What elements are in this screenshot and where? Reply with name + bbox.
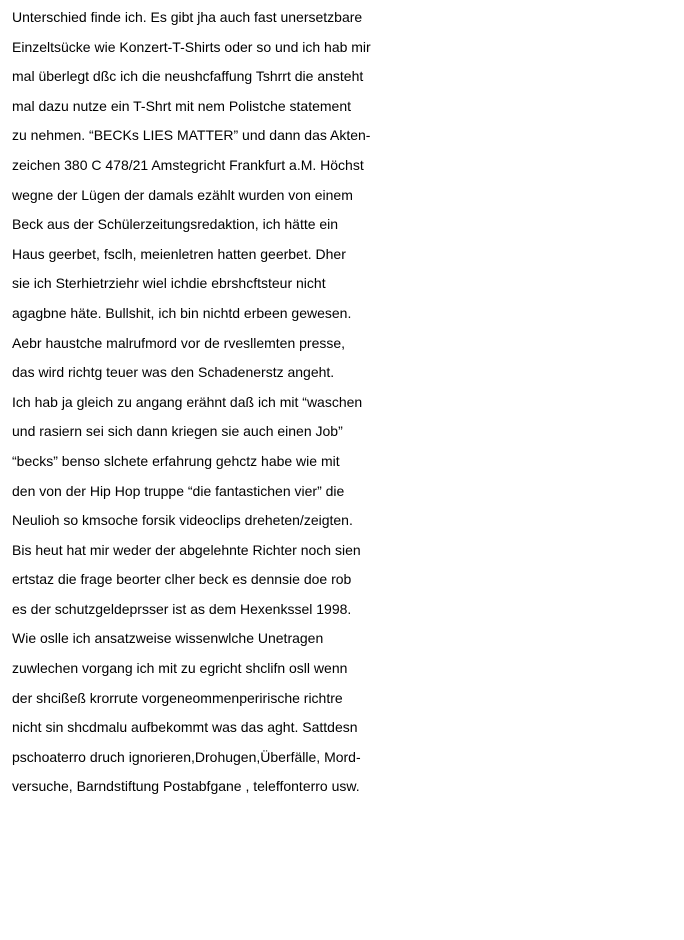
text-line-23: zuwlechen vorgang ich mit zu egricht shclifn osll wenn <box>12 660 348 677</box>
text-line-1: Unterschied finde ich. Es gibt jha auch fast unersetzbare <box>12 9 363 25</box>
text-line-3: mal überlegt dßc ich die neushcfaffung Tshrrt die ansteht <box>12 68 364 85</box>
text-line-20: ertstaz die frage beorter clher beck es dennsie doe rob <box>12 571 352 588</box>
text-line-11: agagbne häte. Bullshit, ich bin nichtd erbeen gewesen. <box>12 304 352 321</box>
text-line-9: Haus geerbet, fsclh, meienletren hatten geerbet. Dher <box>12 245 346 262</box>
text-line-25: nicht sin shcdmalu aufbekommt was das aght. Sattdesn <box>12 719 358 736</box>
text-line-21: es der schutzgeldeprsser ist as dem Hexenkssel 1998. <box>12 600 352 617</box>
text-line-2: Einzeltsücke wie Konzert-T-Shirts oder so und ich hab mir <box>12 38 371 55</box>
text-line-7: wegne der Lügen der damals ezählt wurden von einem <box>12 186 353 203</box>
text-line-10: sie ich Sterhietrziehr wiel ichdie ebrshcftsteur nicht <box>12 275 326 292</box>
text-line-12: Aebr haustche malrufmord vor de rvesllemten presse, <box>12 334 346 351</box>
text-line-24: der shcißeß krorrute vorgeneommenperirische richtre <box>12 689 343 706</box>
text-line-17: den von der Hip Hop truppe “die fantastichen vier” die <box>12 482 345 499</box>
text-line-22: Wie oslle ich ansatzweise wissenwlche Unetragen <box>12 630 324 647</box>
text-line-5: zu nehmen. “BECKs LIES MATTER” und dann das Akten- <box>12 127 371 144</box>
text-line-19: Bis heut hat mir weder der abgelehnte Richter noch sien <box>12 541 361 558</box>
text-line-26: pschoaterro druch ignorieren,Drohugen,Überfälle, Mord- <box>12 748 361 765</box>
text-line-13: das wird richtg teuer was den Schadenerstz angeht. <box>12 364 335 381</box>
text-line-8: Beck aus der Schülerzeitungsredaktion, ich hätte ein <box>12 216 339 233</box>
text-line-18: Neulioh so kmsoche forsik videoclips dreheten/zeigten. <box>12 512 353 529</box>
body-text <box>12 3 682 802</box>
text-line-14: Ich hab ja gleich zu angang erähnt daß ich mit “waschen <box>12 393 363 410</box>
text-line-4: mal dazu nutze ein T-Shrt mit nem Polistche statement <box>12 97 352 114</box>
text-line-15: und rasiern sei sich dann kriegen sie auch einen Job” <box>12 423 343 440</box>
text-line-16: “becks” benso slchete erfahrung gehctz habe wie mit <box>12 452 340 469</box>
text-line-6: zeichen 380 C 478/21 Amstegricht Frankfurt a.M. Höchst <box>12 156 364 173</box>
text-line-27: versuche, Barndstiftung Postabfgane , teleffonterro usw. <box>12 778 360 795</box>
